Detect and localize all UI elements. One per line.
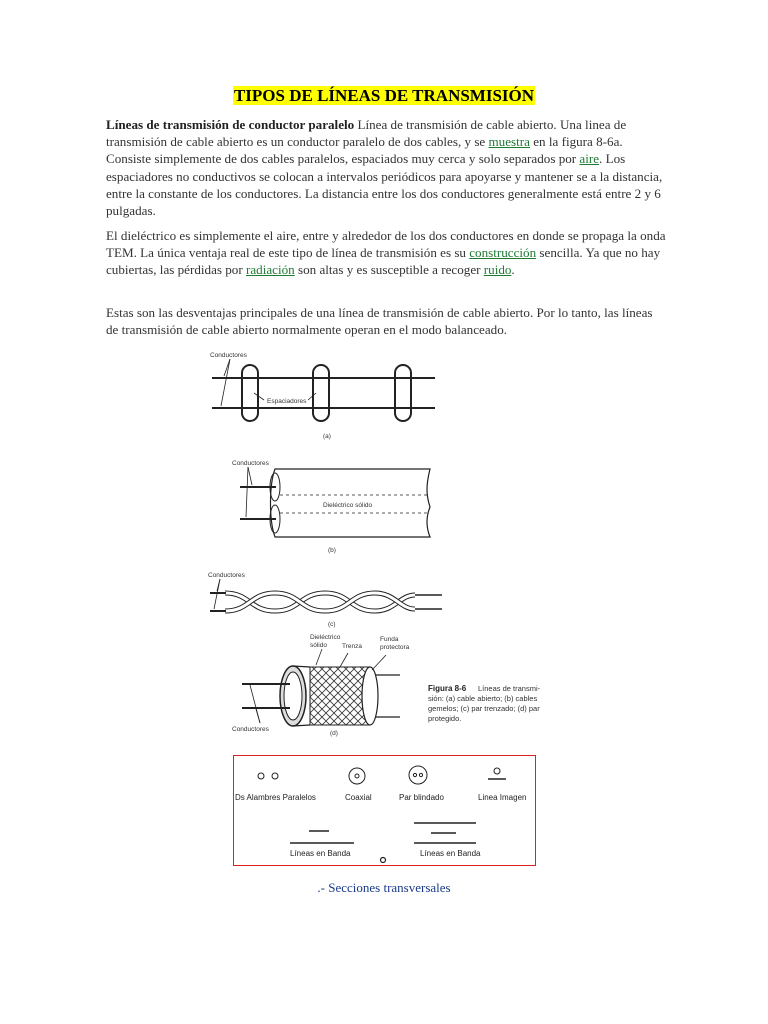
figure-caption bbox=[428, 684, 541, 723]
paragraph-2-text-c: son altas y es susceptible a recoger bbox=[294, 262, 484, 278]
coaxial-section bbox=[345, 768, 372, 802]
stripline-1-label: Líneas en Banda bbox=[290, 849, 351, 858]
figure-c-label: (c) bbox=[328, 621, 336, 628]
paragraph-1-text-a: Línea de transmisión de cable abierto. Una linea de transmisión de cable abierto es un conductor paralelo de dos cables, y se bbox=[106, 117, 627, 150]
figure-c-twisted-pair bbox=[208, 572, 442, 628]
figure-8-6 bbox=[190, 345, 580, 740]
stripline-1-section bbox=[290, 831, 354, 858]
figure-a-label: (a) bbox=[323, 433, 331, 440]
paragraph-2-text-d: . bbox=[511, 262, 515, 278]
figure-d-funda-label: Funda bbox=[380, 636, 399, 643]
title-text: TIPOS DE LÍNEAS DE TRANSMISIÓN bbox=[233, 86, 535, 105]
link-construccion[interactable]: construcción bbox=[469, 245, 537, 261]
figure-d-protectora-label: protectora bbox=[380, 644, 410, 651]
shielded-pair-label: Par blindado bbox=[399, 793, 444, 802]
link-aire[interactable]: aire bbox=[579, 151, 600, 167]
figure-a-conductores-label: Conductores bbox=[210, 352, 247, 359]
shielded-pair-section bbox=[399, 766, 444, 802]
figure-d-dielectrico-label: Dieléctrico bbox=[310, 634, 341, 641]
parallel-wires-section bbox=[235, 773, 316, 802]
figure-b-dielectrico-label: Dieléctrico sólido bbox=[323, 502, 373, 509]
stripline-2-section bbox=[414, 823, 481, 858]
figure-d-solido-label: sólido bbox=[310, 642, 327, 649]
link-muestra[interactable]: muestra bbox=[488, 134, 530, 150]
paragraph-2-text-a: El dieléctrico es simplemente el aire, entre y alrededor de los dos conductores en donde se propaga la onda TEM. La única ventaja real de este tipo de línea de transmisión es su bbox=[106, 228, 666, 261]
paragraph-1 bbox=[106, 116, 666, 219]
figure-d-label: (d) bbox=[330, 730, 338, 737]
figure-caption-line-2: sión: (a) cable abierto; (b) cables bbox=[428, 694, 538, 703]
paragraph-1-lead: Líneas de transmisión de conductor paralelo bbox=[106, 117, 355, 132]
figure-a-espaciadores-label: Espaciadores bbox=[267, 398, 307, 405]
figure-caption-line-1: Líneas de transmi- bbox=[478, 684, 541, 693]
figure-b-conductores-label: Conductores bbox=[232, 460, 269, 467]
cross-sections-caption: .- Secciones transversales bbox=[317, 880, 451, 895]
page-title bbox=[0, 86, 768, 106]
paragraph-3 bbox=[106, 304, 666, 338]
figure-caption-line-4: protegido. bbox=[428, 714, 462, 723]
paragraph-3-text: Estas son las desventajas principales de una línea de transmisión de cable abierto. Por lo tanto, las líneas de transmisión de cable abierto normalmente operan en el modo balanceado. bbox=[106, 305, 653, 338]
figure-d-conductores-label: Conductores bbox=[232, 726, 269, 733]
image-line-section bbox=[478, 768, 526, 802]
paragraph-2-text-b: sencilla. Ya que no hay cubiertas, las pérdidas por bbox=[106, 245, 661, 278]
cross-sections-diagram bbox=[234, 756, 534, 864]
paragraph-1-text-c: . Los espaciadores no conductivos se colocan a intervalos periódicos para apoyarse y mantener se a la distancia, entre la constante de los conductores. La distancia entre los dos conductores generalmente está entre 2 y 6 pulgadas. bbox=[106, 151, 663, 219]
figure-d-trenza-label: Trenza bbox=[342, 643, 362, 650]
coaxial-label: Coaxial bbox=[345, 793, 372, 802]
link-ruido[interactable]: ruido bbox=[483, 262, 512, 278]
figure-b-label: (b) bbox=[328, 547, 336, 554]
parallel-wires-label: Ds Alambres Paralelos bbox=[235, 793, 316, 802]
figure-a-open-wire bbox=[210, 352, 435, 440]
figure-b-twin-lead bbox=[232, 460, 430, 554]
figure-c-conductores-label: Conductores bbox=[208, 572, 245, 579]
cross-sections-box bbox=[233, 755, 536, 866]
stripline-2-label: Líneas en Banda bbox=[420, 849, 481, 858]
figure-caption-line-3: gemelos; (c) par trenzado; (d) par bbox=[428, 704, 540, 713]
paragraph-2 bbox=[106, 227, 666, 279]
paragraph-1-text-b: en la figura 8-6a. Consiste simplemente de dos cables paralelos, espaciados muy cerca y solo separados por bbox=[106, 134, 623, 167]
figure-caption-number: Figura 8-6 bbox=[428, 684, 467, 693]
scan-artifact-circle bbox=[381, 858, 386, 863]
link-radiacion[interactable]: radiación bbox=[245, 262, 295, 278]
figure-d-shielded-pair bbox=[232, 634, 410, 737]
image-line-label: Linea Imagen bbox=[478, 793, 527, 802]
